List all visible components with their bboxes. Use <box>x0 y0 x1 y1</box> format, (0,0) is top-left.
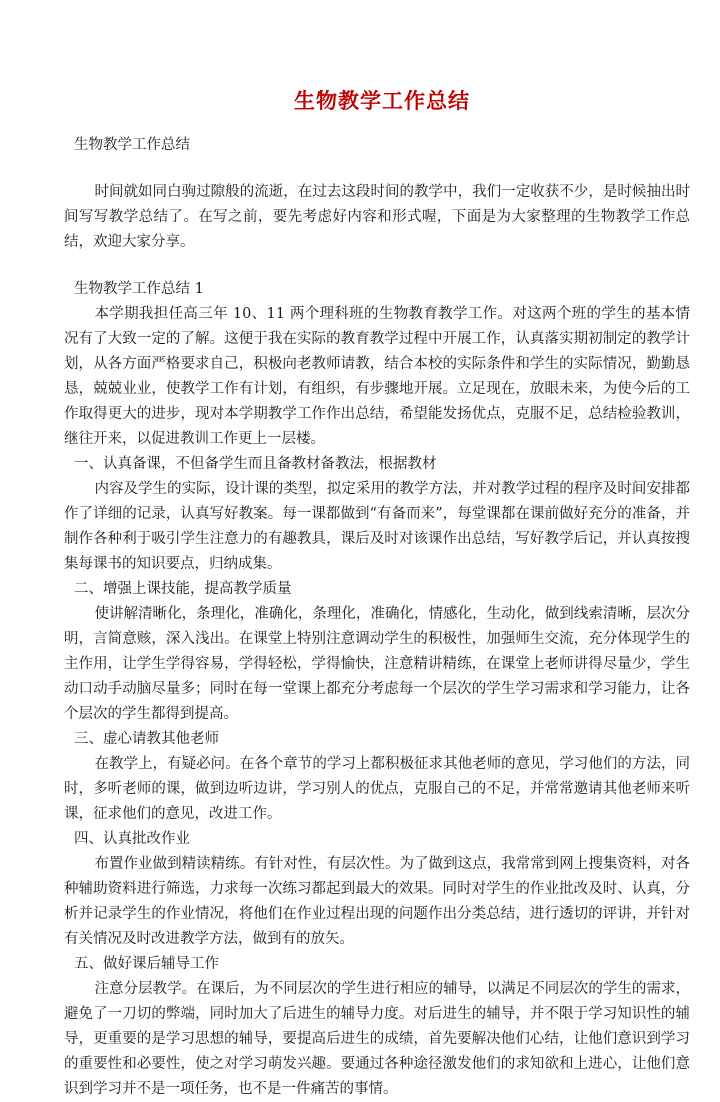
heading-2: 二、增强上课技能，提高教学质量 <box>74 581 292 597</box>
section-paragraph: 本学期我担任高三年 10、11 两个理科班的生物教育教学工作。对这两个班的学生的基本情况有了大致一定的了解。这便于我在实际的教育教学过程中开展工作，认真落实期初制定的教学计划，从各方面严格要求自己，积极向老教师请教，结合本校的实际条件和学生的实际情况，勤勤恳恳，兢兢业业，使教学工作有计划，有组织，有步骤地开展。立足现在，放眼未来，为使今后的工作取得更大的进步，现对本学期教学工作作出总结，希望能发扬优点，克服不足，总结检验教训，继往开来，以促进教训工作更上一层楼。 <box>64 306 690 447</box>
paragraph-1: 内容及学生的实际，设计课的类型，拟定采用的教学方法，并对教学过程的程序及时间安排都作了详细的记录，认真写好教案。每一课都做到“有备而来”，每堂课都在课前做好充分的准备，并制作各种利于吸引学生注意力的有趣教具，课后及时对该课作出总结，写好教学后记，并认真按搜集每课书的知识要点，归纳成集。 <box>64 481 690 572</box>
heading-4: 四、认真批改作业 <box>74 831 190 847</box>
heading-1: 一、认真备课，不但备学生而且备教材备教法，根据教材 <box>74 456 437 472</box>
intro-paragraph: 时间就如同白驹过隙般的流逝，在过去这段时间的教学中，我们一定收获不少，是时候抽出时间写写教学总结了。在写之前，要先考虑好内容和形式喔，下面是为大家整理的生物教学工作总结，欢迎大家分享。 <box>64 184 690 250</box>
paragraph-4: 布置作业做到精读精练。有针对性，有层次性。为了做到这点，我常常到网上搜集资料，对各种辅助资料进行筛选，力求每一次练习都起到最大的效果。同时对学生的作业批改及时、认真，分析并记录学生的作业情况，将他们在作业过程出现的问题作出分类总结，进行透切的评讲，并针对有关情况及时改进教学方法，做到有的放矢。 <box>64 856 690 947</box>
paragraph-3: 在教学上，有疑必问。在各个章节的学习上都积极征求其他老师的意见，学习他们的方法，同时，多听老师的课，做到边听边讲，学习别人的优点，克服自己的不足，并常常邀请其他老师来听课，征求他们的意见，改进工作。 <box>64 756 690 822</box>
document-subtitle: 生物教学工作总结 <box>74 137 190 153</box>
paragraph-2: 使讲解清晰化，条理化，准确化，条理化，准确化，情感化，生动化，做到线索清晰，层次分明，言简意赅，深入浅出。在课堂上特别注意调动学生的积极性，加强师生交流，充分体现学生的主作用，让学生学得容易，学得轻松，学得愉快，注意精讲精练，在课堂上老师讲得尽量少，学生动口动手动脑尽量多；同时在每一堂课上都充分考虑每一个层次的学生学习需求和学习能力，让各个层次的学生都得到提高。 <box>64 606 690 722</box>
document-title: 生物教学工作总结 <box>294 88 470 113</box>
heading-5: 五、做好课后辅导工作 <box>74 956 219 972</box>
heading-3: 三、虚心请教其他老师 <box>74 731 219 747</box>
paragraph-5: 注意分层教学。在课后，为不同层次的学生进行相应的辅导，以满足不同层次的学生的需求，避免了一刀切的弊端，同时加大了后进生的辅导力度。对后进生的辅导，并不限于学习知识性的辅导，更重要的是学习思想的辅导，要提高后进生的成绩，首先要解决他们心结，让他们意识到学习的重要性和必要性，使之对学习萌发兴趣。要通过各种途径激发他们的求知欲和上进心，让他们意识到学习并不是一项任务，也不是一件痛苦的事情。 <box>64 981 690 1097</box>
section-heading: 生物教学工作总结 1 <box>74 281 204 297</box>
